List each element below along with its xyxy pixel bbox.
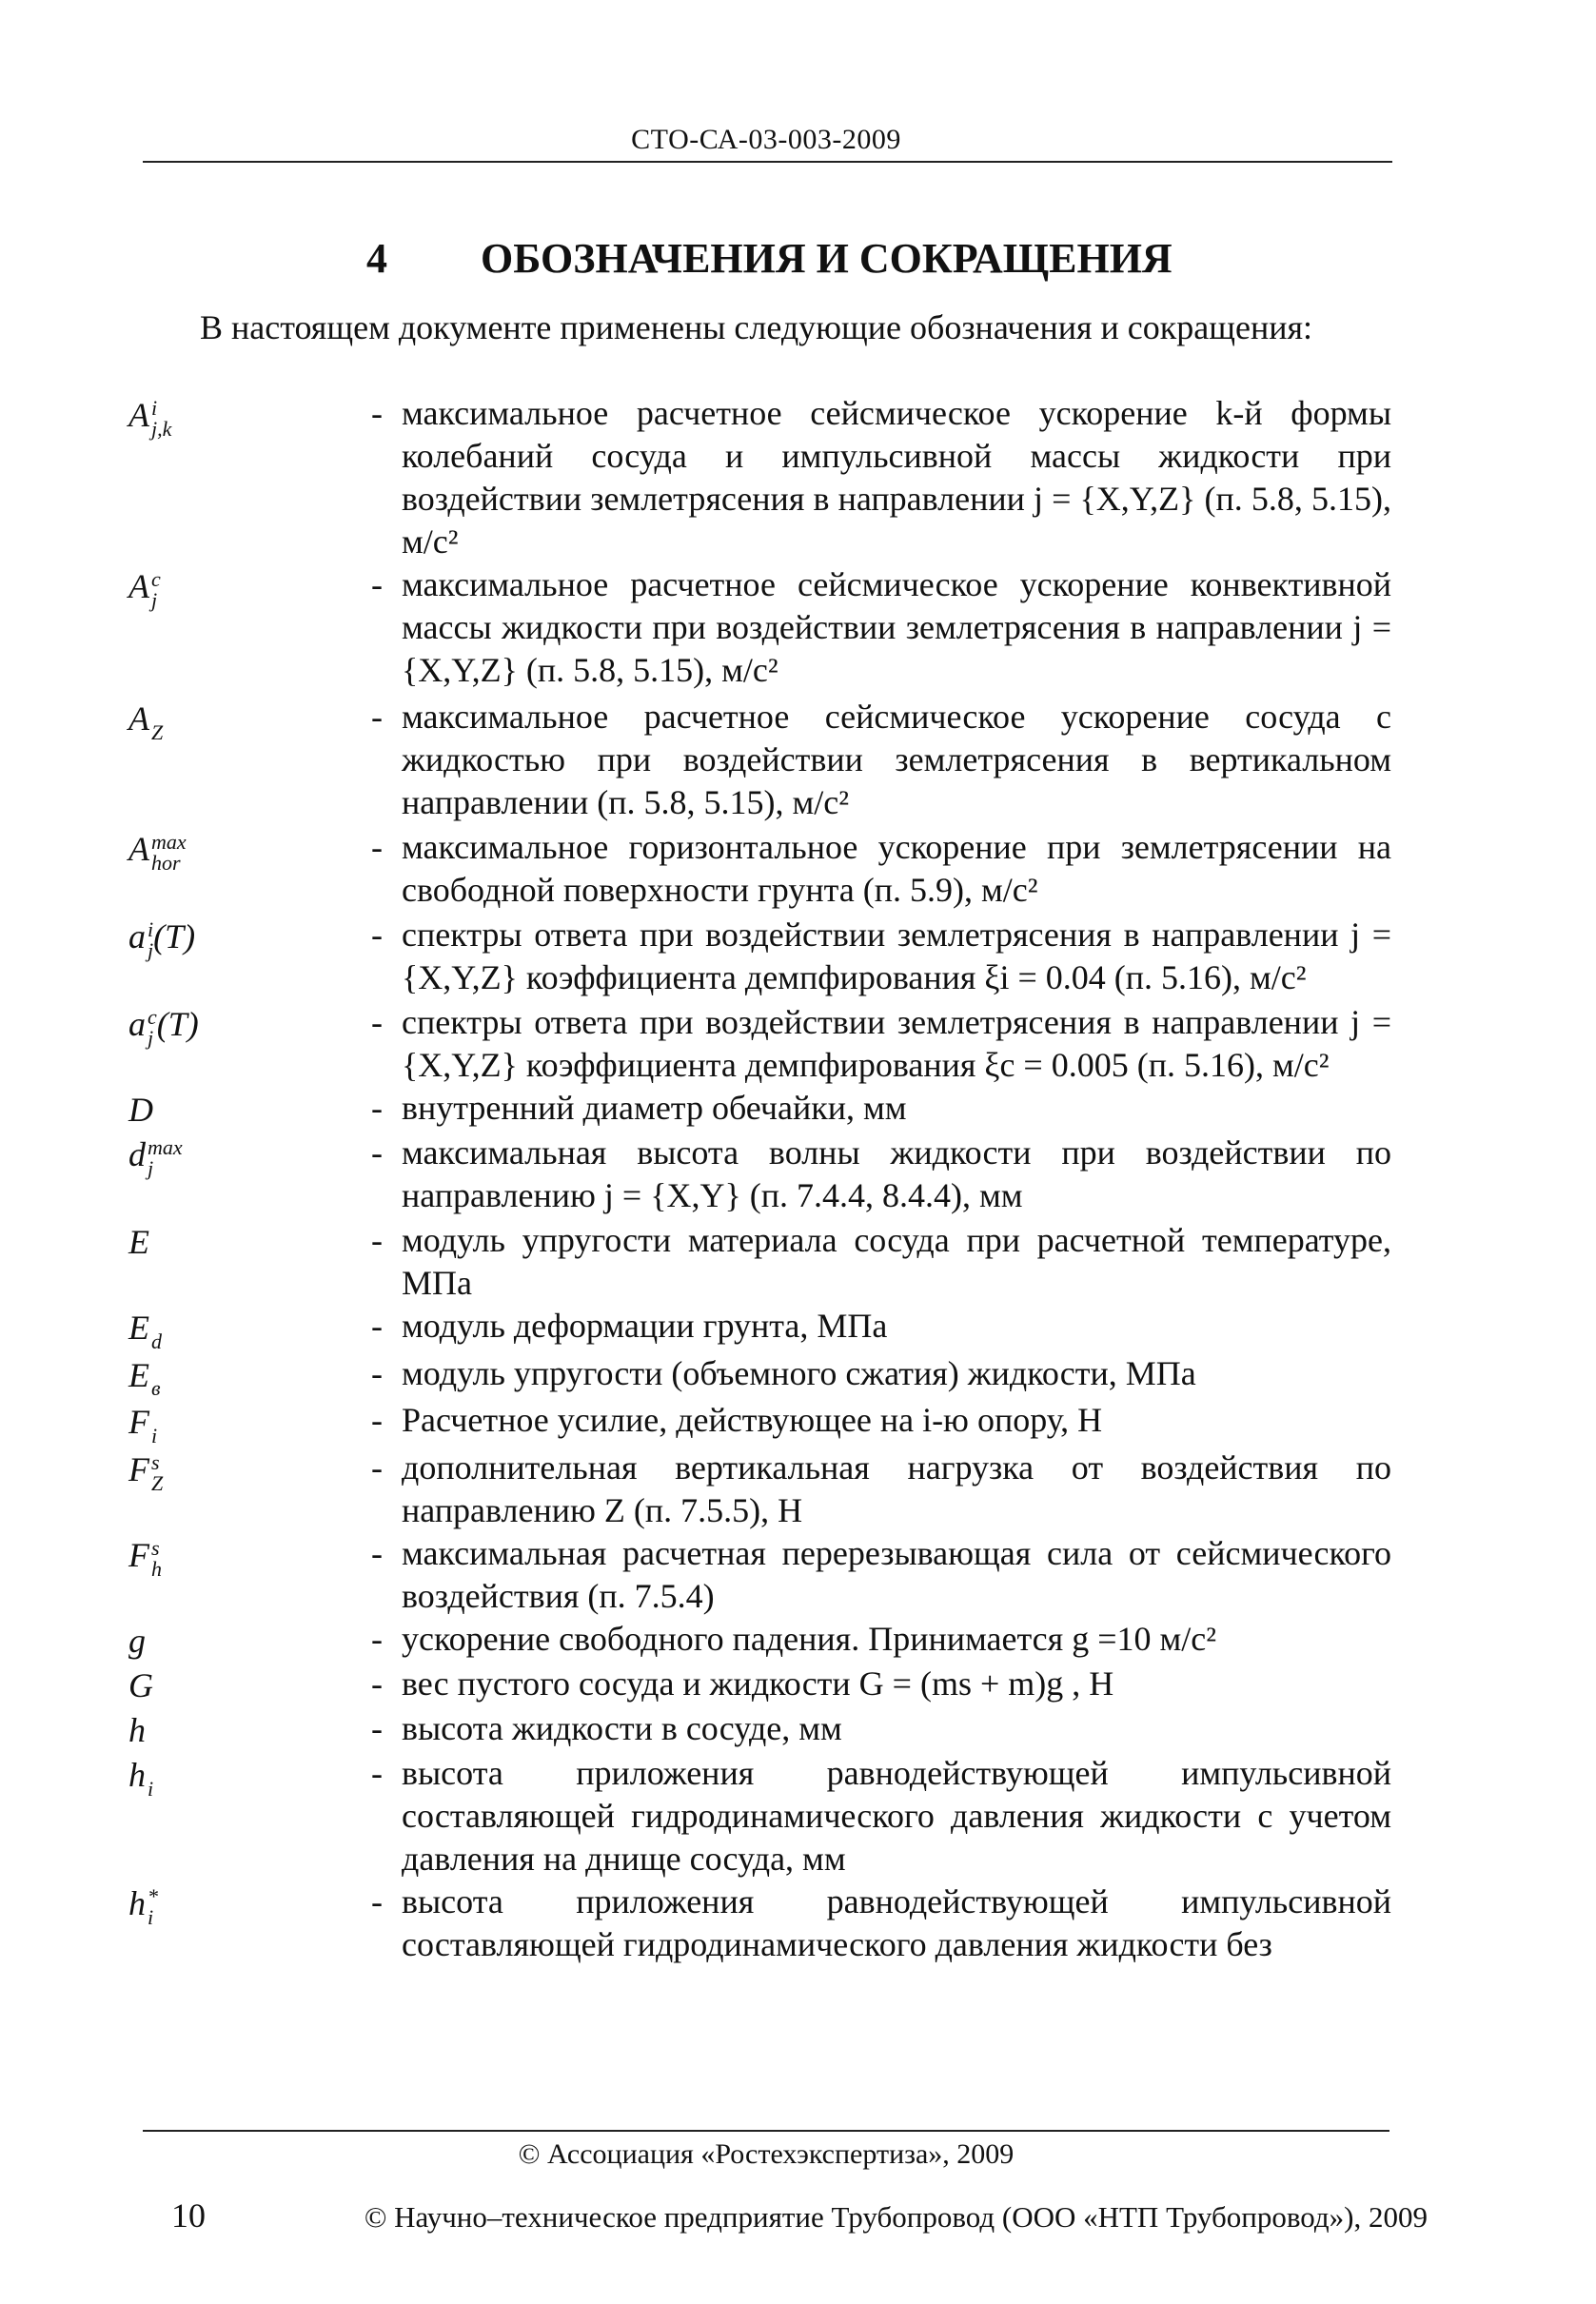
section-heading: [366, 234, 1413, 283]
dash-separator: -: [371, 1664, 383, 1703]
symbol-superscript: *: [148, 1883, 158, 1908]
symbol-base: a: [128, 917, 146, 955]
definition-row: [128, 1132, 1418, 1217]
dash-separator: -: [371, 1401, 383, 1440]
section-title: ОБОЗНАЧЕНИЯ И СОКРАЩЕНИЯ: [481, 235, 1172, 282]
footer-rule: [143, 2130, 1389, 2132]
symbol: [128, 914, 371, 999]
dash-separator: -: [371, 1709, 383, 1748]
symbol: [128, 1399, 371, 1447]
definition-row: [128, 1752, 1418, 1881]
dash-separator: -: [371, 916, 383, 954]
symbol: [128, 1707, 371, 1752]
symbol-base: A: [128, 396, 149, 434]
definition-row: [128, 1305, 1418, 1352]
symbol: [128, 696, 371, 824]
symbol-base: F: [128, 1450, 149, 1489]
symbol-argument: (T): [153, 917, 196, 955]
document-code: СТО-СА-03-003-2009: [631, 124, 901, 155]
symbol-base: E: [128, 1355, 149, 1394]
symbol: [128, 1618, 371, 1663]
dash-separator: -: [371, 1221, 383, 1259]
dash-separator: -: [371, 1620, 383, 1659]
definition-text: модуль упругости (объемного сжатия) жидкости, МПа: [402, 1353, 1196, 1392]
symbol-base: h: [128, 1711, 146, 1750]
definition-text: высота приложения равнодействующей импульсивной составляющей гидродинамического давления жидкости без: [402, 1882, 1391, 1964]
symbol: [128, 1752, 371, 1881]
symbol-base: E: [128, 1309, 149, 1347]
symbol-base: F: [128, 1536, 149, 1575]
definition-text: модуль деформации грунта, МПа: [402, 1307, 888, 1345]
dash-separator: -: [371, 1534, 383, 1573]
definition-text: внутренний диаметр обечайки, мм: [402, 1089, 907, 1127]
definition-text: максимальное расчетное сейсмическое ускорение конвективной массы жидкости при воздействии землетрясения в направлении j = {X,Y,Z} (п. 5.8, 5.15), м/с²: [402, 565, 1391, 689]
symbol-base: a: [128, 1005, 146, 1043]
symbol-superscript: [151, 1357, 161, 1378]
symbol-subscript: в: [151, 1376, 161, 1401]
dash-separator: -: [371, 1003, 383, 1041]
symbol-subscript: Z: [151, 719, 164, 744]
definition-row: [128, 392, 1418, 563]
symbol-superscript: s: [151, 1535, 160, 1560]
symbol-subscript: hor: [151, 850, 181, 875]
dash-separator: -: [371, 565, 383, 603]
header-rule: [143, 161, 1392, 163]
symbol-superscript: i: [151, 395, 158, 420]
symbol-base: E: [128, 1223, 149, 1261]
definition-text: спектры ответа при воздействии землетрясения в направлении j = {X,Y,Z} коэффициента демпфирования ξc = 0.005 (п. 5.16), м/с²: [402, 1003, 1391, 1084]
definition-row: [128, 1618, 1418, 1663]
definition-row: [128, 563, 1418, 692]
symbol-subscript: j,k: [151, 416, 172, 441]
definition-row: [128, 914, 1418, 999]
symbol-base: h: [128, 1756, 146, 1795]
symbol-superscript: [151, 701, 163, 722]
symbol-base: F: [128, 1403, 149, 1442]
symbol-subscript: d: [151, 1329, 162, 1353]
symbol-superscript: i: [148, 916, 154, 941]
definition-row: [128, 1707, 1418, 1752]
symbol-base: h: [128, 1884, 146, 1923]
page-number: 10: [171, 2196, 206, 2235]
symbol-base: d: [128, 1135, 146, 1173]
footer-ntp: © Научно–техническое предприятие Трубопровод (ООО «НТП Трубопровод»), 2009: [364, 2200, 1428, 2234]
symbol-subscript: i: [148, 1904, 154, 1929]
symbol: [128, 563, 371, 692]
symbol-superscript: s: [151, 1449, 160, 1474]
definition-text: высота приложения равнодействующей импульсивной составляющей гидродинамического давления жидкости с учетом давления на днище сосуда, мм: [402, 1754, 1391, 1879]
definition-text: спектры ответа при воздействии землетрясения в направлении j = {X,Y,Z} коэффициента демпфирования ξi = 0.04 (п. 5.16), м/с²: [402, 916, 1391, 996]
symbol: [128, 1001, 371, 1087]
definition-text: максимальная расчетная перерезывающая сила от сейсмического воздействия (п. 7.5.4): [402, 1534, 1391, 1616]
definition-text: высота жидкости в сосуде, мм: [402, 1709, 842, 1748]
symbol: [128, 1132, 371, 1217]
symbol-base: g: [128, 1622, 146, 1661]
symbol-superscript: [151, 1405, 157, 1426]
symbol-superscript: max: [151, 829, 187, 854]
symbol: [128, 1352, 371, 1400]
definition-row: [128, 1087, 1418, 1132]
definition-text: вес пустого сосуда и жидкости G = (ms + m)g , Н: [402, 1664, 1114, 1703]
symbol-base: G: [128, 1666, 153, 1705]
dash-separator: -: [371, 828, 383, 866]
symbol: [128, 1087, 371, 1132]
symbol-superscript: c: [148, 1004, 157, 1029]
definition-text: максимальная высота волны жидкости при воздействии по направлению j = {X,Y} (п. 7.4.4, 8.4.4), мм: [402, 1133, 1391, 1214]
dash-separator: -: [371, 1448, 383, 1487]
symbol-base: D: [128, 1091, 153, 1129]
symbol: [128, 392, 371, 563]
symbol-subscript: i: [148, 1776, 154, 1801]
definition-row: [128, 1532, 1418, 1618]
definition-row: [128, 1399, 1418, 1447]
symbol-subscript: j: [148, 1025, 154, 1050]
symbol-subscript: j: [148, 1155, 154, 1180]
definition-row: [128, 1352, 1418, 1400]
definition-text: максимальное горизонтальное ускорение при землетрясении на свободной поверхности грунта (п. 5.9), м/с²: [402, 828, 1391, 909]
definition-row: [128, 1219, 1418, 1305]
symbol-base: A: [128, 699, 149, 738]
definition-text: максимальное расчетное сейсмическое ускорение сосуда с жидкостью при воздействии землетрясения в вертикальном направлении (п. 5.8, 5.15), м/с²: [402, 698, 1391, 821]
symbol: [128, 1532, 371, 1618]
symbol-superscript: [151, 1310, 162, 1331]
symbol-base: A: [128, 830, 149, 868]
symbol: [128, 826, 371, 912]
dash-separator: -: [371, 1133, 383, 1172]
dash-separator: -: [371, 1882, 383, 1921]
definition-row: [128, 696, 1418, 824]
symbol-subscript: Z: [151, 1470, 164, 1495]
dash-separator: -: [371, 1089, 383, 1127]
symbol-superscript: max: [148, 1134, 183, 1159]
symbol-subscript: i: [151, 1424, 158, 1448]
symbol-subscript: j: [151, 587, 158, 612]
definition-text: Расчетное усилие, действующее на i-ю опору, Н: [402, 1401, 1103, 1440]
definition-row: [128, 826, 1418, 912]
definition-text: модуль упругости материала сосуда при расчетной температуре, МПа: [402, 1221, 1391, 1302]
dash-separator: -: [371, 1754, 383, 1793]
symbol: [128, 1447, 371, 1532]
definitions-list: [128, 392, 1418, 1966]
symbol: [128, 1219, 371, 1305]
dash-separator: -: [371, 394, 383, 432]
symbol-base: A: [128, 567, 149, 605]
dash-separator: -: [371, 698, 383, 736]
footer-association: © Ассоциация «Ростехэкспертиза», 2009: [518, 2138, 1015, 2170]
definition-row: [128, 1001, 1418, 1087]
symbol: [128, 1663, 371, 1707]
definition-row: [128, 1447, 1418, 1532]
intro-paragraph: В настоящем документе применены следующие обозначения и сокращения:: [200, 308, 1313, 346]
definition-text: ускорение свободного падения. Принимается g =10 м/с²: [402, 1620, 1217, 1659]
symbol: [128, 1305, 371, 1352]
symbol-superscript: [148, 1758, 153, 1779]
dash-separator: -: [371, 1307, 383, 1345]
symbol-subscript: h: [151, 1556, 162, 1581]
section-number: 4: [366, 235, 387, 282]
symbol-superscript: c: [151, 566, 161, 591]
definition-text: дополнительная вертикальная нагрузка от воздействия по направлению Z (п. 7.5.5), Н: [402, 1448, 1391, 1530]
definition-text: максимальное расчетное сейсмическое ускорение k-й формы колебаний сосуда и импульсивной массы жидкости при воздействии землетрясения в направлении j = {X,Y,Z} (п. 5.8, 5.15), м/с²: [402, 394, 1391, 561]
definition-row: [128, 1881, 1418, 1966]
dash-separator: -: [371, 1353, 383, 1392]
definition-row: [128, 1663, 1418, 1707]
symbol-argument: (T): [156, 1005, 199, 1043]
symbol-subscript: j: [148, 937, 154, 962]
symbol: [128, 1881, 371, 1966]
